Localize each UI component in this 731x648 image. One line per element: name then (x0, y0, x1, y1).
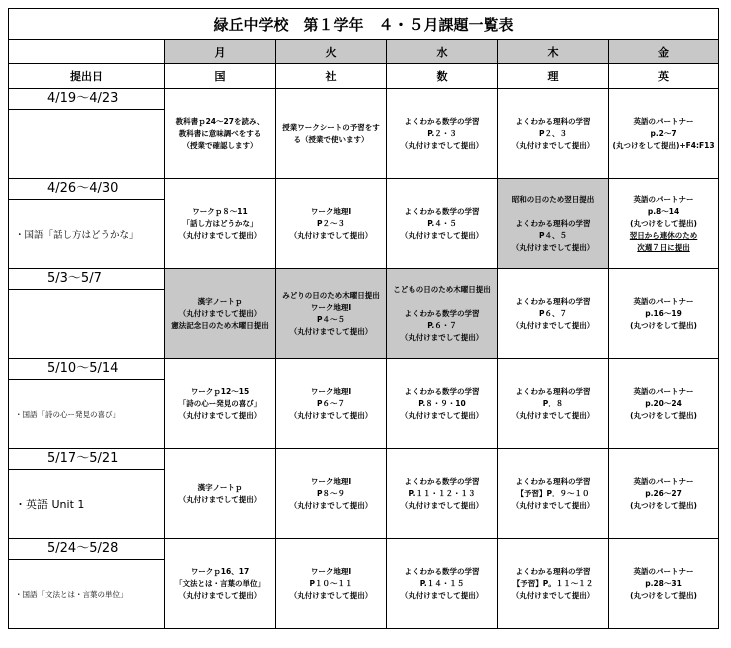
task-line: 【予習】P。１１〜１２ (512, 578, 594, 588)
task-line: （丸付けまでして提出） (178, 230, 262, 240)
task-line: ワーク地理Ⅰ (310, 386, 352, 396)
task-line: （丸付けまでして提出） (178, 308, 262, 318)
task-cell (609, 449, 719, 539)
week-note: ・国語「話し方はどうかな」 (15, 230, 139, 241)
task-line: よくわかる数学の学習 (404, 206, 480, 216)
task-line: （丸付けまでして提出） (400, 410, 484, 420)
task-line: よくわかる理科の学習 (515, 218, 591, 228)
task-line: (丸つけをして提出) (630, 410, 697, 420)
task-line: P.８・９・10 (418, 398, 466, 408)
task-cell (609, 89, 719, 179)
week-note (9, 110, 164, 178)
task-line: P２〜３ (317, 218, 345, 228)
task-line: 英語のパートナー (633, 194, 694, 204)
task-cell-holiday (498, 179, 609, 269)
day-wed: 水 (387, 40, 498, 64)
task-cell (165, 89, 276, 179)
week-note: ・英語 Unit 1 (15, 498, 85, 511)
task-line: よくわかる理科の学習 (515, 296, 591, 306)
week-date: 5/3〜5/7 (9, 269, 164, 290)
due-date-label: 提出日 (9, 64, 165, 89)
task-line: （丸付けまでして提出） (511, 140, 595, 150)
task-line: P．８ (542, 398, 564, 408)
task-line: 英語のパートナー (633, 386, 694, 396)
task-line: 「話し方はどうかな」 (182, 218, 258, 228)
task-cell (276, 89, 387, 179)
task-line (387, 296, 497, 308)
task-line: 「文法とは・言葉の単位」 (175, 578, 265, 588)
task-line: （授業で確認します） (182, 140, 258, 150)
task-cell-holiday (165, 269, 276, 359)
subject-english: 英 (609, 64, 719, 89)
subject-japanese: 国 (165, 64, 276, 89)
task-cell (165, 449, 276, 539)
task-cell (165, 539, 276, 629)
task-cell (609, 539, 719, 629)
task-line: P.２・３ (427, 128, 457, 138)
task-line: 授業ワークシートの予習をす (282, 122, 380, 132)
week-note (9, 290, 164, 358)
task-line: (丸つけをして提出) (630, 500, 697, 510)
task-line: (丸つけをして提出) (630, 590, 697, 600)
week-date: 4/19〜4/23 (9, 89, 164, 110)
task-line: P.４・５ (427, 218, 457, 228)
task-line: （丸付けまでして提出） (178, 494, 262, 504)
task-line: ワーク地理Ⅰ (310, 566, 352, 576)
task-cell (498, 449, 609, 539)
week-label-cell (9, 449, 165, 539)
task-cell (387, 449, 498, 539)
task-line: 英語のパートナー (633, 296, 694, 306)
task-cell (387, 539, 498, 629)
task-cell (276, 179, 387, 269)
task-line: 英語のパートナー (633, 116, 694, 126)
task-cell (498, 89, 609, 179)
task-cell (387, 359, 498, 449)
task-line: p.26〜27 (645, 488, 682, 498)
task-line: p.8〜14 (647, 206, 680, 216)
task-line: よくわかる数学の学習 (404, 566, 480, 576)
task-line: る（授業で使います） (293, 134, 369, 144)
task-line: P.１４・１５ (419, 578, 465, 588)
task-line: P６〜７ (317, 398, 345, 408)
week-label-cell (9, 89, 165, 179)
week-label-cell (9, 359, 165, 449)
week-date: 4/26〜4/30 (9, 179, 164, 200)
task-line: (丸つけをして提出) (630, 218, 697, 228)
task-cell (165, 359, 276, 449)
task-cell (498, 269, 609, 359)
task-line: 憲法記念日のため木曜日提出 (171, 320, 269, 330)
week-row (9, 359, 719, 449)
task-line: 教科書ｐ24〜27を読み、 (175, 116, 265, 126)
week-row (9, 269, 719, 359)
task-line: よくわかる数学の学習 (404, 476, 480, 486)
task-cell-holiday (276, 269, 387, 359)
day-fri: 金 (609, 40, 719, 64)
task-line: （丸付けまでして提出） (289, 500, 373, 510)
task-line: よくわかる理科の学習 (515, 116, 591, 126)
schedule-table (8, 8, 719, 629)
task-line: （丸付けまでして提出） (511, 410, 595, 420)
day-tue: 火 (276, 40, 387, 64)
task-cell (498, 539, 609, 629)
task-line: ワークｐ８〜11 (192, 206, 248, 216)
week-row (9, 449, 719, 539)
task-line: (丸つけをして提出) (630, 320, 697, 330)
week-row (9, 89, 719, 179)
week-row (9, 179, 719, 269)
page-title: 緑丘中学校 第１学年 ４・５月課題一覧表 (9, 9, 719, 40)
task-line: P２、３ (539, 128, 567, 138)
task-line: p.28〜31 (645, 578, 682, 588)
task-line: (丸つけをして提出)+F4:F13 (612, 140, 715, 150)
task-line: ワーク地理Ⅰ (310, 206, 352, 216)
week-label-cell (9, 179, 165, 269)
task-line: （丸付けまでして提出） (289, 326, 373, 336)
task-line: （丸付けまでして提出） (289, 590, 373, 600)
week-label-cell (9, 539, 165, 629)
week-note: ・国語「詩の心ー発見の喜び」 (15, 409, 120, 419)
week-note: ・国語「文法とは・言葉の単位」 (15, 589, 128, 599)
task-line: （丸付けまでして提出） (289, 230, 373, 240)
task-line: （丸付けまでして提出） (400, 230, 484, 240)
task-line: p.20〜24 (645, 398, 682, 408)
task-cell (498, 359, 609, 449)
task-line: （丸付けまでして提出） (289, 410, 373, 420)
task-line: よくわかる数学の学習 (404, 386, 480, 396)
task-cell (165, 179, 276, 269)
task-cell (609, 269, 719, 359)
task-line: （丸付けまでして提出） (178, 590, 262, 600)
task-line: （丸付けまでして提出） (400, 500, 484, 510)
task-line: （丸付けまでして提出） (400, 332, 484, 342)
task-line: 「詩の心ー発見の喜び」 (178, 398, 262, 408)
task-line: こどもの日のため木曜日提出 (393, 284, 491, 294)
task-line: よくわかる数学の学習 (404, 308, 480, 318)
subject-social: 社 (276, 64, 387, 89)
task-line: よくわかる数学の学習 (404, 116, 480, 126)
week-label-cell (9, 269, 165, 359)
task-cell (609, 359, 719, 449)
task-line: P４、５ (539, 230, 567, 240)
task-line: よくわかる理科の学習 (515, 476, 591, 486)
task-line: 教科書に意味調べをする (178, 128, 262, 138)
task-line: 昭和の日のため翌日提出 (511, 194, 595, 204)
task-line: 次週７日に提出 (637, 242, 690, 252)
task-line: P８〜９ (317, 488, 345, 498)
corner-cell (9, 40, 165, 64)
task-cell (276, 449, 387, 539)
task-line: 英語のパートナー (633, 476, 694, 486)
task-line: ワークｐ12〜15 (190, 386, 250, 396)
subject-math: 数 (387, 64, 498, 89)
task-line: P１０〜１１ (309, 578, 353, 588)
task-line: （丸付けまでして提出） (511, 320, 595, 330)
task-cell (609, 179, 719, 269)
task-cell (276, 539, 387, 629)
week-date: 5/24〜5/28 (9, 539, 164, 560)
task-line (498, 206, 608, 218)
task-line: 翌日から連休のため (629, 230, 698, 240)
task-line: みどりの日のため木曜日提出 (282, 290, 380, 300)
task-line: （丸付けまでして提出） (511, 590, 595, 600)
task-line: よくわかる理科の学習 (515, 566, 591, 576)
task-line: p.16〜19 (645, 308, 682, 318)
task-line: 漢字ノートｐ (197, 482, 243, 492)
task-line: （丸付けまでして提出） (400, 590, 484, 600)
task-line: （丸付けまでして提出） (511, 242, 595, 252)
task-line: P６、７ (539, 308, 567, 318)
day-mon: 月 (165, 40, 276, 64)
week-date: 5/17〜5/21 (9, 449, 164, 470)
task-cell (387, 89, 498, 179)
task-cell (387, 179, 498, 269)
task-line: 英語のパートナー (633, 566, 694, 576)
task-line: p.2〜7 (650, 128, 677, 138)
task-line: ワーク地理Ⅰ (310, 476, 352, 486)
subject-science: 理 (498, 64, 609, 89)
task-line: ワークｐ16、17 (190, 566, 250, 576)
task-line: （丸付けまでして提出） (400, 140, 484, 150)
task-cell (276, 359, 387, 449)
task-line: ワーク地理Ⅰ (310, 302, 352, 312)
task-line: （丸付けまでして提出） (178, 410, 262, 420)
task-line: （丸付けまでして提出） (511, 500, 595, 510)
task-line: よくわかる理科の学習 (515, 386, 591, 396)
day-thu: 木 (498, 40, 609, 64)
task-line: P.６・７ (427, 320, 457, 330)
task-cell-holiday (387, 269, 498, 359)
week-row (9, 539, 719, 629)
task-line: 漢字ノートｐ (197, 296, 243, 306)
task-line: P.１１・１２・１３ (408, 488, 476, 498)
task-line: P４〜５ (317, 314, 345, 324)
week-date: 5/10〜5/14 (9, 359, 164, 380)
task-line: 【予習】P．９〜１０ (516, 488, 590, 498)
